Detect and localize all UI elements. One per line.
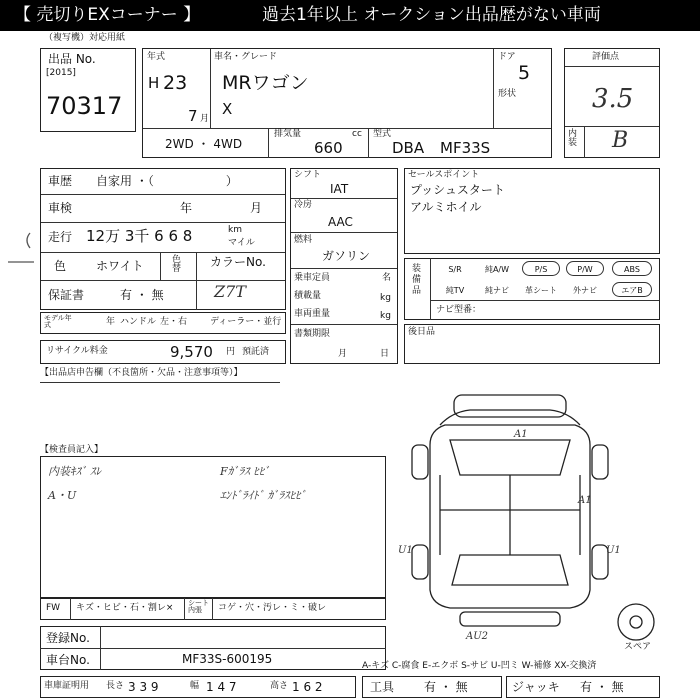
model-year-label: モデル年式 xyxy=(44,314,72,329)
cert-height-label: 高さ xyxy=(270,681,289,691)
color-no-value: Z7T xyxy=(214,282,246,301)
door-count: 5 xyxy=(518,62,531,84)
year-label: 年式 xyxy=(147,52,166,62)
color-value: ホワイト xyxy=(96,259,144,273)
load-unit: kg xyxy=(380,293,391,303)
deposit-status: 預託済 xyxy=(242,347,270,357)
warranty-value: 有 ・ 無 xyxy=(120,288,164,302)
weight-unit: kg xyxy=(380,311,391,321)
rating-score: 3.5 xyxy=(592,84,634,114)
color-label: 色 xyxy=(54,259,67,273)
jack-value: 有 ・ 無 xyxy=(580,680,624,694)
fuel-label: 燃料 xyxy=(294,235,313,245)
seat-text: コゲ・穴・汚レ・ミ・破レ xyxy=(218,603,327,613)
sales-point-line1: プッシュスタート xyxy=(410,183,505,197)
damage-mark-5: AU2 xyxy=(466,631,489,642)
damage-mark-3: U1 xyxy=(398,545,413,556)
vehicle-name: MRワゴン xyxy=(222,72,309,94)
yen-unit: 円 xyxy=(226,347,236,357)
jack-label: ジャッキ xyxy=(512,680,560,694)
model-prefix: DBA xyxy=(392,139,425,157)
docs-label: 書類期限 xyxy=(294,329,331,339)
lot-label: 出品 No. xyxy=(48,52,96,66)
vehicle-grade: X xyxy=(222,100,233,118)
chassis-number: MF33S-600195 xyxy=(182,652,273,666)
inspector-note-3: A・U xyxy=(48,489,77,502)
inspector-note-2: Fｶﾞﾗｽ ﾋﾋﾞ xyxy=(220,465,270,478)
docs-month-unit: 月 xyxy=(338,349,348,359)
month-value: 7 xyxy=(188,107,198,125)
sales-point-line2: アルミホイル xyxy=(410,200,482,214)
inspection-month-unit: 月 xyxy=(250,201,263,215)
shape-label: 形状 xyxy=(498,89,517,99)
history-label: 車歴 xyxy=(48,174,73,188)
month-unit: 月 xyxy=(200,114,210,124)
color-no-label: カラーNo. xyxy=(210,255,266,269)
registration-label: 登録No. xyxy=(46,631,90,645)
tools-value: 有 ・ 無 xyxy=(424,680,468,694)
handle-value: 左・右 xyxy=(160,317,188,327)
seller-notes-label: 【出品店申告欄（不良箇所・欠品・注意事項等）】 xyxy=(40,368,243,378)
equip-pw: P/W xyxy=(566,261,604,276)
model-year-unit: 年 xyxy=(106,317,116,327)
inspector-note-1: 内装ｷｽﾞ ｽﾚ xyxy=(48,465,101,478)
navi-model-label: ナビ型番： xyxy=(436,305,482,315)
interior-label: 内装 xyxy=(568,129,578,148)
cert-length-value: 3 3 9 xyxy=(128,680,159,694)
year-stamp: [2015] xyxy=(46,68,76,78)
capacity-label: 乗車定員 xyxy=(294,273,331,283)
era: H xyxy=(148,74,160,92)
dealer-label: ディーラー・並行 xyxy=(210,317,282,327)
interior-score: B xyxy=(612,128,629,153)
fw-text: キズ・ヒビ・石・割レ× xyxy=(76,603,174,613)
history-value: 自家用 ・（ ） xyxy=(96,174,238,188)
equip-navi: 純ナビ xyxy=(485,286,509,295)
cert-length-label: 長さ xyxy=(106,681,125,691)
banner-left-text: 【 売切りEXコーナー 】 xyxy=(14,5,201,25)
after-items-label: 後日品 xyxy=(408,327,436,337)
banner-right-text: 過去1年以上 オークション出品歴がない車両 xyxy=(262,5,601,25)
equip-sr: S/R xyxy=(448,265,462,274)
equip-abs: ABS xyxy=(612,261,652,276)
mileage-value: 12万 3千 6 6 8 xyxy=(86,227,193,245)
after-items-box xyxy=(404,324,660,364)
damage-mark-4: U1 xyxy=(606,545,621,556)
displacement-label: 排気量 xyxy=(274,129,302,139)
repaint-label: 色替 xyxy=(172,255,182,274)
spare-label: スペア xyxy=(624,642,652,652)
equip-ps: P/S xyxy=(522,261,560,276)
inspector-note-4: ｴﾝﾄﾞﾗｲﾄﾞ ｶﾞﾗｽﾋﾋﾞ xyxy=(220,489,306,502)
inspection-year-unit: 年 xyxy=(180,201,193,215)
tools-label: 工具 xyxy=(370,680,395,694)
cert-width-value: 1 4 7 xyxy=(206,680,237,694)
ac-value: AAC xyxy=(328,215,353,229)
cc-unit: cc xyxy=(352,129,362,139)
cert-width-label: 幅 xyxy=(190,681,200,691)
damage-mark-1: A1 xyxy=(514,429,528,440)
shift-value: IAT xyxy=(330,182,349,196)
fw-label: FW xyxy=(46,603,61,613)
capacity-unit: 名 xyxy=(382,273,392,283)
docs-day-unit: 日 xyxy=(380,349,390,359)
name-label: 車名・グレード xyxy=(214,52,278,62)
ac-label: 冷房 xyxy=(294,200,313,210)
equip-leather: 革シート xyxy=(525,286,557,295)
load-label: 積載量 xyxy=(294,291,322,301)
sales-point-label: セールスポイント xyxy=(408,170,480,180)
drive-type: 2WD ・ 4WD xyxy=(165,137,243,151)
header-banner xyxy=(0,0,700,31)
cert-height-value: 1 6 2 xyxy=(292,680,323,694)
handle-label: ハンドル xyxy=(120,317,157,327)
model-code: MF33S xyxy=(440,139,491,157)
paper-note: （複写機）対応用紙 xyxy=(44,33,126,43)
equip-tv: 純TV xyxy=(445,286,465,295)
recycle-value: 9,570 xyxy=(170,343,213,361)
displacement: 660 xyxy=(314,139,343,157)
year-value: 23 xyxy=(163,72,188,94)
equip-alloy-wheel: 純A/W xyxy=(484,265,510,274)
weight-label: 車両重量 xyxy=(294,309,331,319)
door-label: ドア xyxy=(498,52,516,62)
chassis-label: 車台No. xyxy=(46,653,90,667)
warranty-label: 保証書 xyxy=(48,288,85,302)
damage-mark-2: A1 xyxy=(578,495,592,506)
rating-label: 評価点 xyxy=(592,52,620,62)
inspector-label: 【検査員記入】 xyxy=(40,445,104,455)
mile-unit: マイル xyxy=(228,238,255,248)
mileage-label: 走行 xyxy=(48,230,73,244)
lot-number: 70317 xyxy=(46,92,123,120)
cert-label: 車庫証明用 xyxy=(44,681,90,691)
km-unit: km xyxy=(228,225,242,235)
equipment-label: 装備品 xyxy=(412,264,422,296)
recycle-label: リサイクル料金 xyxy=(46,346,108,356)
equip-ext-navi: 外ナビ xyxy=(573,286,597,295)
inspection-label: 車検 xyxy=(48,201,73,215)
damage-legend: A-キズ C-腐食 E-エクボ S-サビ U-凹ミ W-補修 XX-交換済 xyxy=(362,661,597,671)
fuel-value: ガソリン xyxy=(322,249,371,263)
model-label: 型式 xyxy=(373,129,392,139)
seat-label: シート内張 xyxy=(188,599,209,614)
shift-label: シフト xyxy=(294,170,322,180)
equip-airbag: エアB xyxy=(612,282,652,297)
